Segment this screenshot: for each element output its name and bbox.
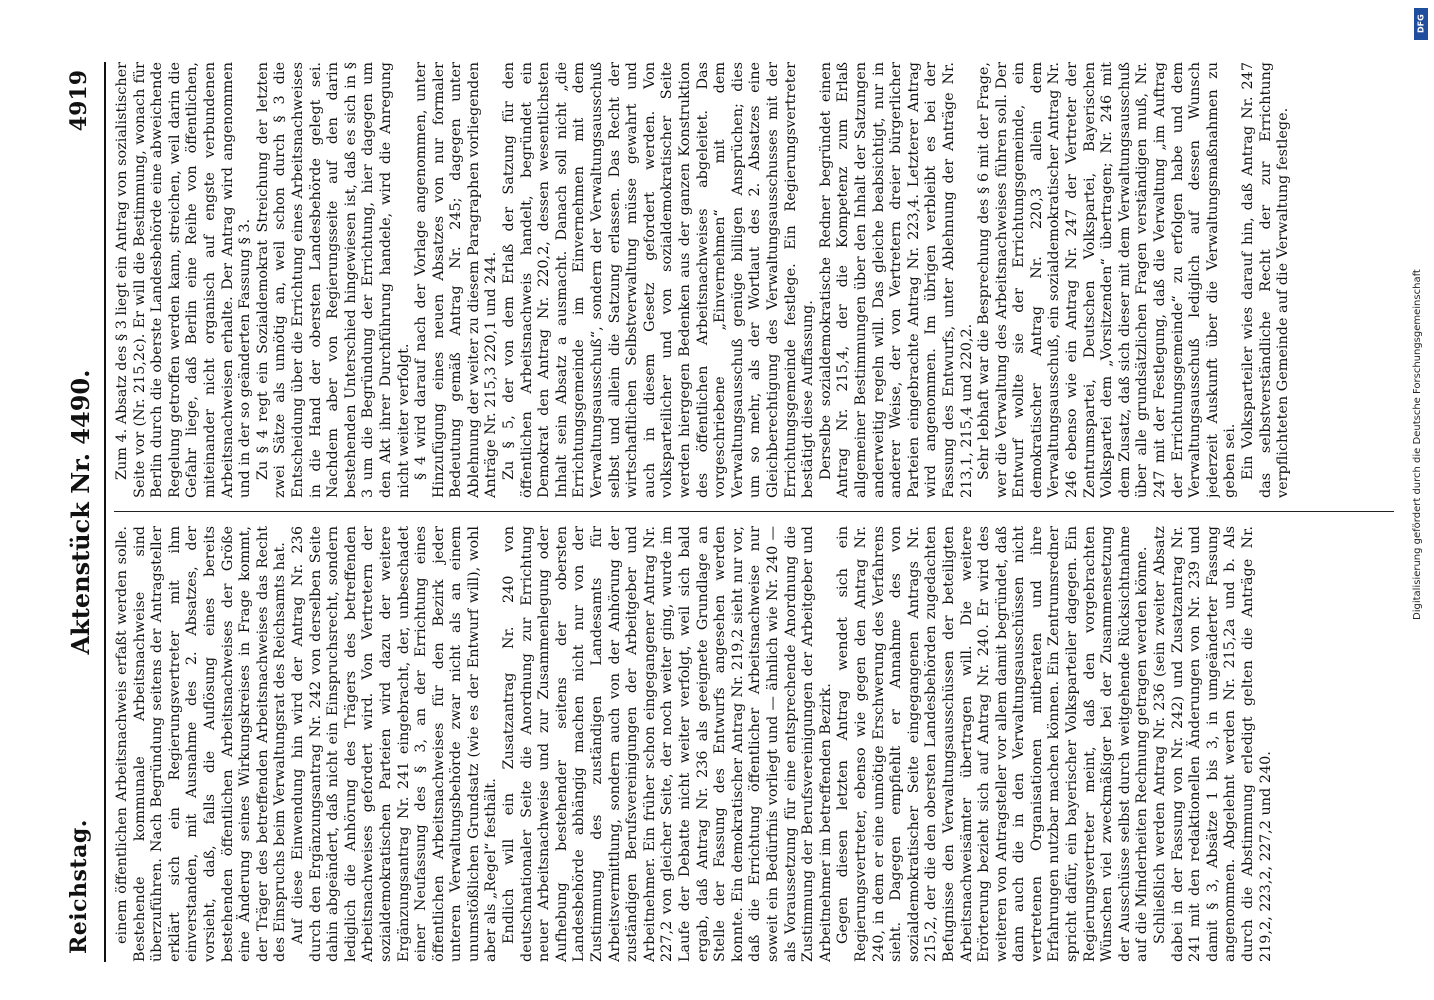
digitization-credit [1404, 0, 1434, 1000]
paragraph: Derselbe sozialdemokratische Redner begründet einen Antrag Nr. 215,4, der die Kompetenz zum Erlaß allgemeiner Bestimmungen über den Inhalt der Satzungen anderweitig regeln will. Das gleiche beabsichtigt, nur in anderer Weise, der von Vertretern dreier bürgerlicher Parteien eingebrachte Antrag Nr. 223,4. Letzterer Antrag wird angenommen. Im übrigen verbleibt es bei der Fassung des Entwurfs, unter Ablehnung der Anträge Nr. 213,1, 215,4 und 220,2. [817, 62, 975, 498]
rotated-page [62, 62, 1404, 962]
paragraph: § 4 wird darauf nach der Vorlage angenommen, unter Hinzufügung eines neuen Absatzes von nur formaler Bedeutung gemäß Antrag Nr. 245; dagegen unter Ablehnung der weiter zu diesem Paragraphen vorliegenden Anträge Nr. 215,3 220,1 und 244. [413, 62, 500, 498]
column-divider [114, 511, 1394, 512]
paragraph: Zu § 4 regt ein Sozialdemokrat Streichung der letzten zwei Sätze als unnötig an, weil schon durch § 3 die Entscheidung über die Errichtung eines Arbeitsnachweises in die Hand der obersten Landesbehörde gelegt sei. Nachdem aber von Regierungsseite auf den darin bestehenden Unterschied hingewiesen ist, daß es sich in § 3 um die Begründung der Errichtung, hier dagegen um den Akt ihrer Durchführung handele, wird die Anregung nicht weiter verfolgt. [254, 62, 412, 498]
header-rule [104, 62, 106, 962]
paragraph: einem öffentlichen Arbeitsnachweis erfaßt werden solle. Bestehende kommunale Arbeitsnachweise sind überzuführen. Nach Begründung seitens der Antragsteller erklärt sich ein Regierungsvertreter mit ihm einverstanden, mit Ausnahme des 2. Absatzes, der vorsieht, daß, falls die Auflösung eines bereits bestehenden öffentlichen Arbeitsnachweises der Größe eine Änderung seines Wirkungskreises in Frage kommt, der Träger des betreffenden Arbeitsnachweises das Recht des Einspruchs beim Verwaltungsrat des Reichsamts hat. [114, 526, 289, 962]
credit-text: Digitalisierung gefördert durch die Deutsche Forschungsgemeinschaft [1412, 269, 1423, 620]
paragraph: Gegen diesen letzten Antrag wendet sich ein Regierungsvertreter, ebenso wie gegen den Antrag Nr. 240, in dem er eine unnötige Erschwerung des Verfahrens sieht. Dagegen empfiehlt er Annahme des von sozialdemokratischer Seite eingegangenen Antrags Nr. 215,2, der die den obersten Landesbehörden zugedachten Befugnisse den Verwaltungsausschüssen der beteiligten Arbeitsnachweisämter übertragen will. Die weitere Erörterung bezieht sich auf Antrag Nr. 240. Er wird des weiteren von Antragsteller vor allem damit begründet, daß dann auch die in den Verwaltungsausschüssen nicht vertretenen Organisationen mitberaten und ihre Erfahrungen nutzbar machen können. Ein Zentrumsredner spricht dafür, ein bayerischer Volksparteiler dagegen. Ein Regierungsvertreter meint, daß den vorgebrachten Wünschen viel zweckmäßiger bei der Zusammensetzung der Ausschüsse selbst durch weitgehende Rücksichtnahme auf die Minderheiten Rechnung getragen werden könne. [835, 526, 1151, 962]
scan-area [62, 62, 1404, 962]
header-document-number: Aktenstück Nr. 4490. [66, 369, 95, 655]
paragraph: Auf diese Einwendung hin wird der Antrag Nr. 236 durch den Ergänzungsantrag Nr. 242 von derselben Seite dahin abgeändert, daß nicht ein Einspruchsrecht, sondern lediglich die Anhörung des Trägers des betreffenden Arbeitsnachweises gefordert wird. Von Vertretern der sozialdemokratischen Parteien wird dazu der weitere Ergänzungsantrag Nr. 241 eingebracht, der, unbeschadet einer Neufassung des § 3, an der Errichtung eines öffentlichen Arbeitsnachweises für den Bezirk jeder unteren Verwaltungsbehörde zwar nicht als an einem unumstößlichen Grundsatz (wie es der Entwurf will), wohl aber als „Regel“ festhält. [289, 526, 500, 962]
paragraph: Zum 4. Absatz des § 3 liegt ein Antrag von sozialistischer Seite vor (Nr. 215,2c). Er will die Bestimmung, wonach für Berlin durch die oberste Landesbehörde eine abweichende Regelung getroffen werden kann, streichen, weil darin die Gefahr liege, daß Berlin eine Reihe von öffentlichen, miteinander nicht organisch auf engste verbundenen Arbeitsnachweisen erhalte. Der Antrag wird angenommen und in der so geänderten Fassung § 3. [114, 62, 254, 498]
running-header [62, 62, 102, 962]
page-number: 4919 [66, 70, 92, 132]
right-column [114, 62, 1394, 498]
paragraph: Schließlich werden Antrag Nr. 236 (sein zweiter Absatz dabei in der Fassung von Nr. 242) und Zusatzantrag Nr. 241 mit den redaktionellen Änderungen von Nr. 239 und damit § 3, Absätze 1 bis 3, in umgeänderter Fassung angenommen. Abgelehnt werden Nr. 215,2a und b. Als durch die Abstimmung erledigt gelten die Anträge Nr. 219,2, 223,2, 227,2 und 240. [1152, 526, 1274, 962]
paragraph: Sehr lebhaft war die Besprechung des § 6 mit der Frage, wer die Verwaltung des Arbeitsnachweises führen soll. Der Entwurf wollte sie der Errichtungsgemeinde, ein demokratischer Antrag Nr. 220,3 allein dem Verwaltungsausschuß, ein sozialdemokratischer Antrag Nr. 246 ebenso wie ein Antrag Nr. 247 der Vertreter der Zentrumspartei, Deutschen Volkspartei, Bayerischen Volkspartei dem „Vorsitzenden“ übertragen; Nr. 246 mit dem Zusatz, daß sich dieser mit dem Verwaltungsausschuß über alle grundsätzlichen Fragen verständigen muß, Nr. 247 mit der Festlegung, daß die Verwaltung „im Auftrag der Errichtungsgemeinde“ zu erfolgen habe und dem Verwaltungsausschuß lediglich auf dessen Wunsch jederzeit Auskunft über die Verwaltungsmaßnahmen zu geben sei. [976, 62, 1239, 498]
dfg-logo: DFG [1414, 8, 1428, 40]
paragraph: Zu § 5, der von dem Erlaß der Satzung für den öffentlichen Arbeitsnachweis handelt, begründet ein Demokrat den Antrag Nr. 220,2, dessen wesentlichsten Inhalt sein Absatz a ausmacht. Danach soll nicht „die Errichtungsgemeinde im Einvernehmen mit dem Verwaltungsausschuß“, sondern der Verwaltungsausschuß selbst und allein die Satzung erlassen. Das Recht der wirtschaftlichen Selbstverwaltung müsse gewahrt und auch in diesem Gesetz gefordert werden. Von volksparteilicher und von sozialdemokratischer Seite werden hiergegen Bedenken aus der ganzen Konstruktion des öffentlichen Arbeitsnachweises abgeleitet. Das vorgeschriebene „Einvernehmen“ mit dem Verwaltungsausschuß genüge billigen Ansprüchen; dies um so mehr, als der Wortlaut des 2. Absatzes eine Gleichberechtigung des Verwaltungsausschusses mit der Errichtungsgemeinde festlege. Ein Regierungsvertreter bestätigt diese Auffassung. [501, 62, 817, 498]
paragraph: Ein Volksparteiler wies darauf hin, daß Antrag Nr. 247 das selbstverständliche Recht der zur Errichtung verpflichteten Gemeinde auf die Verwaltung festlege. [1240, 62, 1292, 498]
left-column [114, 526, 1394, 962]
header-publication: Reichstag. [66, 819, 92, 954]
paragraph: Endlich will ein Zusatzantrag Nr. 240 von deutschnationaler Seite die Anordnung zur Errichtung neuer Arbeitsnachweise und zur Zusammenlegung oder Aufhebung bestehender seitens der obersten Landesbehörde abhängig machen nicht nur von der Zustimmung des zuständigen Landesamts für Arbeitsvermittlung, sondern auch von der Anhörung der zuständigen Berufsvereinigungen der Arbeitgeber und Arbeitnehmer. Ein früher schon eingegangener Antrag Nr. 227,2 von gleicher Seite, der noch weiter ging, wurde im Laufe der Debatte nicht weiter verfolgt, weil sich bald ergab, daß Antrag Nr. 236 als geeignete Grundlage an Stelle der Fassung des Entwurfs angesehen werden konnte. Ein demokratischer Antrag Nr. 219,2 sieht nur vor, daß die Errichtung öffentlicher Arbeitsnachweise nur soweit ein Bedürfnis vorliegt und — ähnlich wie Nr. 240 — als Voraussetzung für eine entsprechende Anordnung die Zustimmung der Berufsvereinigungen der Arbeitgeber und Arbeitnehmer im betreffenden Bezirk. [501, 526, 834, 962]
